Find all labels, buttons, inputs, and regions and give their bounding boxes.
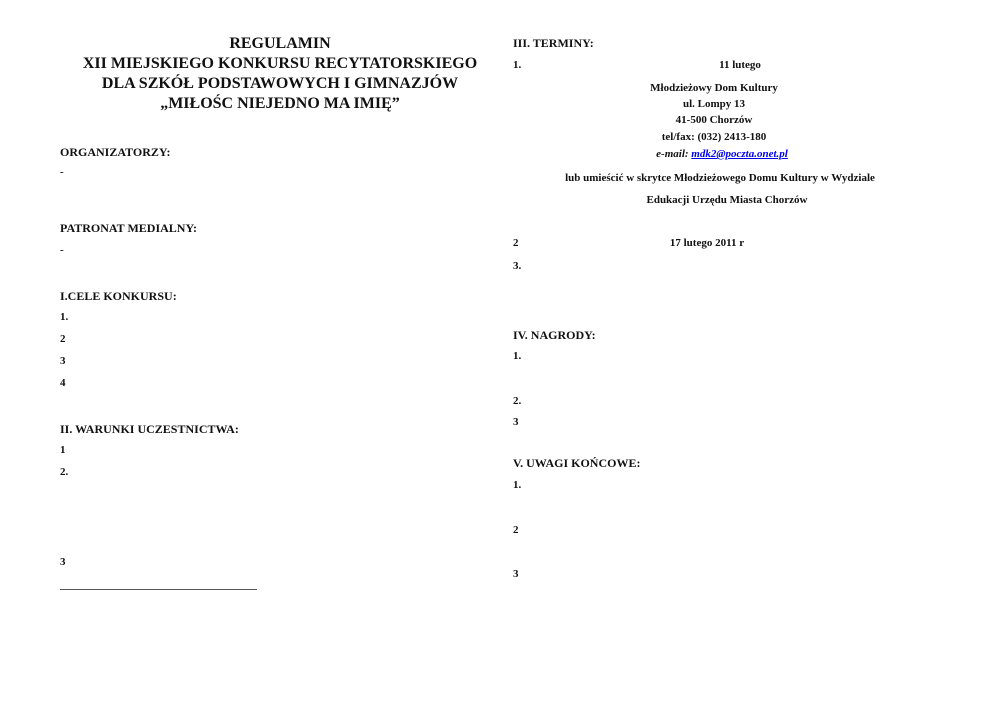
title-line-1: REGULAMIN [229,35,331,52]
conditions-heading: II. WARUNKI UCZESTNICTWA: [60,422,239,436]
terms-item-1-number: 1. [513,59,522,71]
terms-item-2-number: 2 [513,237,519,249]
conditions-item-3: 3 [60,556,66,568]
organizers-heading: ORGANIZATORZY: [60,145,171,159]
address-line-1: Młodzieżowy Dom Kultury [650,82,778,94]
final-remarks-item-2: 2 [513,524,519,536]
conditions-item-2: 2. [60,466,69,478]
title-line-4: „MIŁOŚC NIEJEDNO MA IMIĘ” [160,95,400,112]
email-line [656,148,788,160]
organizers-item: - [60,166,64,178]
conditions-item-1: 1 [60,444,66,456]
address-line-4: tel/fax: (032) 2413-180 [661,131,767,143]
address-line-3: 41-500 Chorzów [675,114,753,126]
terms-date-2: 17 lutego 2011 r [669,237,745,249]
awards-item-3: 3 [513,416,519,428]
footnote-separator [60,589,257,590]
terms-heading: III. TERMINY: [513,36,594,50]
awards-item-1: 1. [513,350,522,362]
document-title [56,34,504,114]
goals-item-2: 2 [60,333,66,345]
alternative-delivery-line-2: Edukacji Urzędu Miasta Chorzów [646,194,808,206]
email-link[interactable]: mdk2@poczta.onet.pl [691,148,788,160]
goals-item-3: 3 [60,355,66,367]
alternative-delivery-line-1: lub umieścić w skrytce Młodzieżowego Domu Kultury w Wydziale [565,172,875,184]
awards-item-2: 2. [513,395,522,407]
title-line-3: DLA SZKÓŁ PODSTAWOWYCH I GIMNAZJÓW [101,75,459,92]
goals-item-4: 4 [60,377,66,389]
email-label: e-mail: [656,148,689,160]
goals-heading: I.CELE KONKURSU: [60,289,177,303]
address-line-2: ul. Lompy 13 [682,98,746,110]
title-line-2: XII MIEJSKIEGO KONKURSU RECYTATORSKIEGO [82,55,478,72]
final-remarks-item-1: 1. [513,479,522,491]
patronage-item: - [60,244,64,256]
terms-item-3-number: 3. [513,260,522,272]
patronage-heading: PATRONAT MEDIALNY: [60,221,198,235]
awards-heading: IV. NAGRODY: [513,328,596,342]
terms-date-1: 11 lutego [719,59,761,71]
final-remarks-heading: V. UWAGI KOŃCOWE: [513,456,641,470]
goals-item-1: 1. [60,311,69,323]
final-remarks-item-3: 3 [513,568,519,580]
